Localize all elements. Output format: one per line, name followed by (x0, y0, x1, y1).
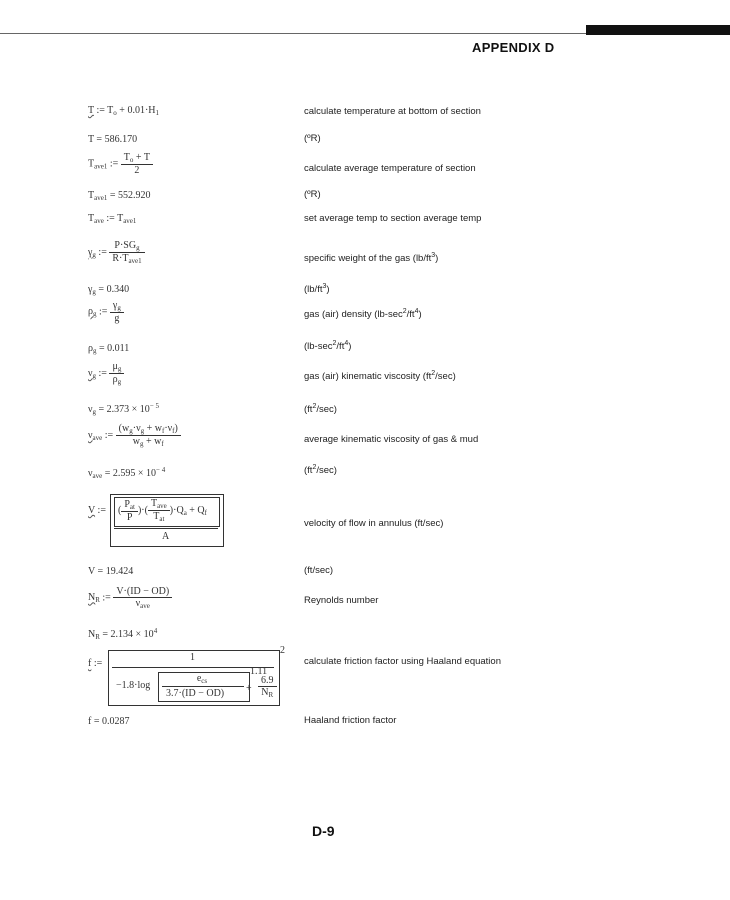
eq-reynolds: $N_R$ := $\frac{V\cdot(ID - OD)}{\nu_{ave}}$ (88, 586, 172, 610)
desc-set-average-temp: set average temp to section average temp (304, 213, 482, 224)
unit-kinematic-viscosity: $(ft^2/\sec)$ (304, 403, 337, 415)
result-average-temperature: $T_{ave1} = 552.920$ (88, 190, 151, 202)
eq-kinematic-viscosity: $\nu_g$ := $\frac{\mu_g}{\rho_g}$ (88, 361, 124, 386)
desc-haaland-friction: Haaland friction factor (304, 715, 397, 726)
desc-friction: calculate friction factor using Haaland equation (304, 656, 501, 667)
result-temperature: T = 586.170 (88, 134, 138, 145)
desc-reynolds: Reynolds number (304, 595, 379, 606)
eq-set-average-temp: $T_{ave}$ := $T_{ave1}$ (88, 213, 137, 225)
eq-average-viscosity: $\nu_{ave}$ := $\frac{(w_g\cdot\nu_g + w_f\cdot\nu_f)}{w_g + w_f}$ (88, 423, 181, 448)
friction-square: 2 (280, 645, 285, 656)
friction-re-fraction: $\frac{6.9}{N_R}$ (258, 675, 277, 699)
unit-average-viscosity: $(ft^2/\sec)$ (304, 464, 337, 476)
friction-exponent: 1.11 (250, 666, 268, 677)
result-friction: f = 0.0287 (88, 716, 130, 727)
result-average-viscosity: $\nu_{ave} = 2.595 \times 10^{- 4}$ (88, 466, 166, 480)
desc-gas-density: gas (air) density $(lb-\sec^2/ft^4)$ (304, 308, 422, 320)
result-reynolds: $N_R = 2.134 \times 10^4$ (88, 627, 158, 641)
desc-velocity: velocity of flow in annulus (ft/sec) (304, 518, 444, 529)
friction-denominator: 3.7·(ID − OD) (166, 688, 225, 699)
result-specific-weight: $\gamma_g = 0.340$ (88, 284, 130, 296)
desc-average-viscosity: average kinematic viscosity of gas & mud (304, 434, 479, 445)
result-velocity: V = 19.424 (88, 566, 134, 577)
appendix-title: APPENDIX D (472, 40, 555, 55)
eq-gas-density: $\rho_g$ := $\frac{\gamma_g}{g}$ (88, 300, 124, 324)
friction-log-term: −1.8·log (116, 680, 151, 691)
velocity-fraction-bar (114, 528, 218, 529)
eq-specific-weight: $\gamma_g$ := $\frac{P\cdot SG_g}{R\cdot T_{ave1}}$ (88, 240, 145, 265)
friction-ecs: $e_{cs}$ (196, 673, 208, 685)
desc-temperature-bottom: calculate temperature at bottom of section (304, 106, 481, 117)
desc-kinematic-viscosity: gas (air) kinematic viscosity $(ft^2/\sec)$ (304, 370, 456, 382)
desc-specific-weight: specific weight of the gas $(lb/ft^3)$ (304, 252, 439, 264)
page-number: D-9 (312, 823, 335, 839)
eq-friction-symbol: f := (88, 658, 103, 669)
unit-velocity: (ft/sec) (304, 565, 334, 576)
header-bar (586, 25, 730, 35)
friction-plus: + (246, 683, 252, 694)
unit-gas-density: $(lb-\sec^2/ft^4)$ (304, 340, 352, 352)
desc-average-temperature: calculate average temperature of section (304, 163, 476, 174)
unit-temperature: (ºR) (304, 133, 321, 144)
eq-velocity-denominator: A (162, 531, 170, 542)
result-kinematic-viscosity: $\nu_g = 2.373 \times 10^{- 5}$ (88, 402, 160, 416)
friction-inner-bar (162, 686, 244, 687)
eq-temperature-bottom: T := $T_o + 0.01\cdot H_1$ (88, 105, 159, 117)
unit-specific-weight: $(lb/ft^3)$ (304, 283, 330, 295)
result-gas-density: $\rho_g = 0.011$ (88, 343, 130, 355)
unit-average-temperature: (ºR) (304, 189, 321, 200)
eq-average-temperature: $T_{ave1}$ := $\frac{T_o + T}{2}$ (88, 152, 153, 176)
eq-velocity-numerator: ( $\frac{P_{at}}{P}$ )·( $\frac{T_{ave}}{T_{at}}$ )$\cdot Q_a + Q_f$ (118, 498, 208, 523)
friction-numerator: 1 (190, 652, 195, 663)
eq-velocity-symbol: V := (88, 505, 106, 516)
